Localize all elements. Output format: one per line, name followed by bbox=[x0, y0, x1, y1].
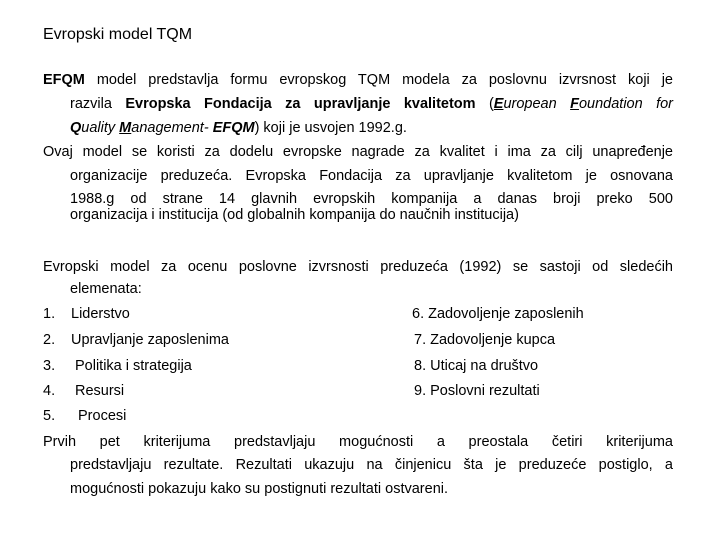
p3-line-2: elemenata: bbox=[70, 281, 142, 297]
text: ) koji je usvojen 1992.g. bbox=[254, 120, 407, 136]
italic-text: anagement- bbox=[131, 120, 213, 136]
text: ( bbox=[475, 96, 494, 112]
list-item-8: 8. Uticaj na društvo bbox=[414, 358, 539, 374]
bold-letter: Q bbox=[70, 120, 82, 136]
list-number: 5. bbox=[43, 408, 56, 424]
p3-line-1: Evropski model za ocenu poslovne izvrsnosti preduzeća (1992) se sastoji od sledećih bbox=[43, 259, 673, 275]
text: model predstavlja formu evropskog TQM modela za poslovnu izvrsnost koji je bbox=[84, 72, 673, 88]
bold-text: EFQM bbox=[43, 72, 85, 88]
p4-line-1: Prvih pet kriterijuma predstavljaju mogućnosti a preostala četiri kriterijuma bbox=[43, 434, 673, 450]
bold-text: Evropska Fondacija za upravljanje kvalitetom bbox=[125, 96, 476, 112]
list-item-3 bbox=[43, 357, 192, 375]
p2-line-1: Ovaj model se koristi za dodelu evropske nagrade za kvalitet i ima za cilj unapređenje bbox=[43, 144, 673, 160]
p1-line-1 bbox=[43, 71, 673, 89]
italic-text: uropean bbox=[503, 96, 571, 112]
italic-text: oundation for bbox=[578, 96, 674, 112]
list-number: 1. bbox=[43, 306, 56, 322]
list-number: 4. bbox=[43, 383, 56, 399]
list-text: Liderstvo bbox=[71, 306, 130, 322]
list-text: Upravljanje zaposlenima bbox=[71, 332, 229, 348]
list-item-6: 6. Zadovoljenje zaposlenih bbox=[412, 306, 584, 322]
list-item-5 bbox=[43, 407, 127, 425]
list-item-9: 9. Poslovni rezultati bbox=[414, 383, 540, 399]
p1-line-3 bbox=[70, 119, 407, 137]
underlined-letter: M bbox=[119, 120, 132, 136]
list-text: Politika i strategija bbox=[75, 358, 192, 374]
p2-line-3: 1988.g od strane 14 glavnih evropskih kompanija a danas broji preko 500 bbox=[70, 191, 673, 207]
p2-line-2: organizacije preduzeća. Evropska Fondacija za upravljanje kvalitetom je osnovana bbox=[70, 168, 673, 184]
underlined-letter: F bbox=[570, 96, 579, 112]
italic-text: uality bbox=[81, 120, 120, 136]
list-item-1 bbox=[43, 305, 130, 323]
p4-line-2: predstavljaju rezultate. Rezultati ukazuju na činjenicu šta je preduzeće postiglo, a bbox=[70, 457, 673, 473]
p2-line-4: organizacija i institucija (od globalnih kompanija do naučnih institucija) bbox=[70, 207, 519, 223]
list-number: 2. bbox=[43, 332, 56, 348]
text: razvila bbox=[70, 96, 126, 112]
slide-title: Evropski model TQM bbox=[43, 26, 193, 43]
bold-text: EFQM bbox=[212, 120, 255, 136]
list-item-4 bbox=[43, 382, 125, 400]
list-item-7: 7. Zadovoljenje kupca bbox=[414, 332, 556, 348]
underlined-letter: E bbox=[493, 96, 504, 112]
list-text: Resursi bbox=[75, 383, 125, 399]
list-text: Procesi bbox=[78, 408, 127, 424]
p4-line-3: mogućnosti pokazuju kako su postignuti rezultati ostvareni. bbox=[70, 481, 449, 497]
list-item-2 bbox=[43, 331, 229, 349]
p1-line-2 bbox=[70, 95, 673, 113]
list-number: 3. bbox=[43, 358, 56, 374]
